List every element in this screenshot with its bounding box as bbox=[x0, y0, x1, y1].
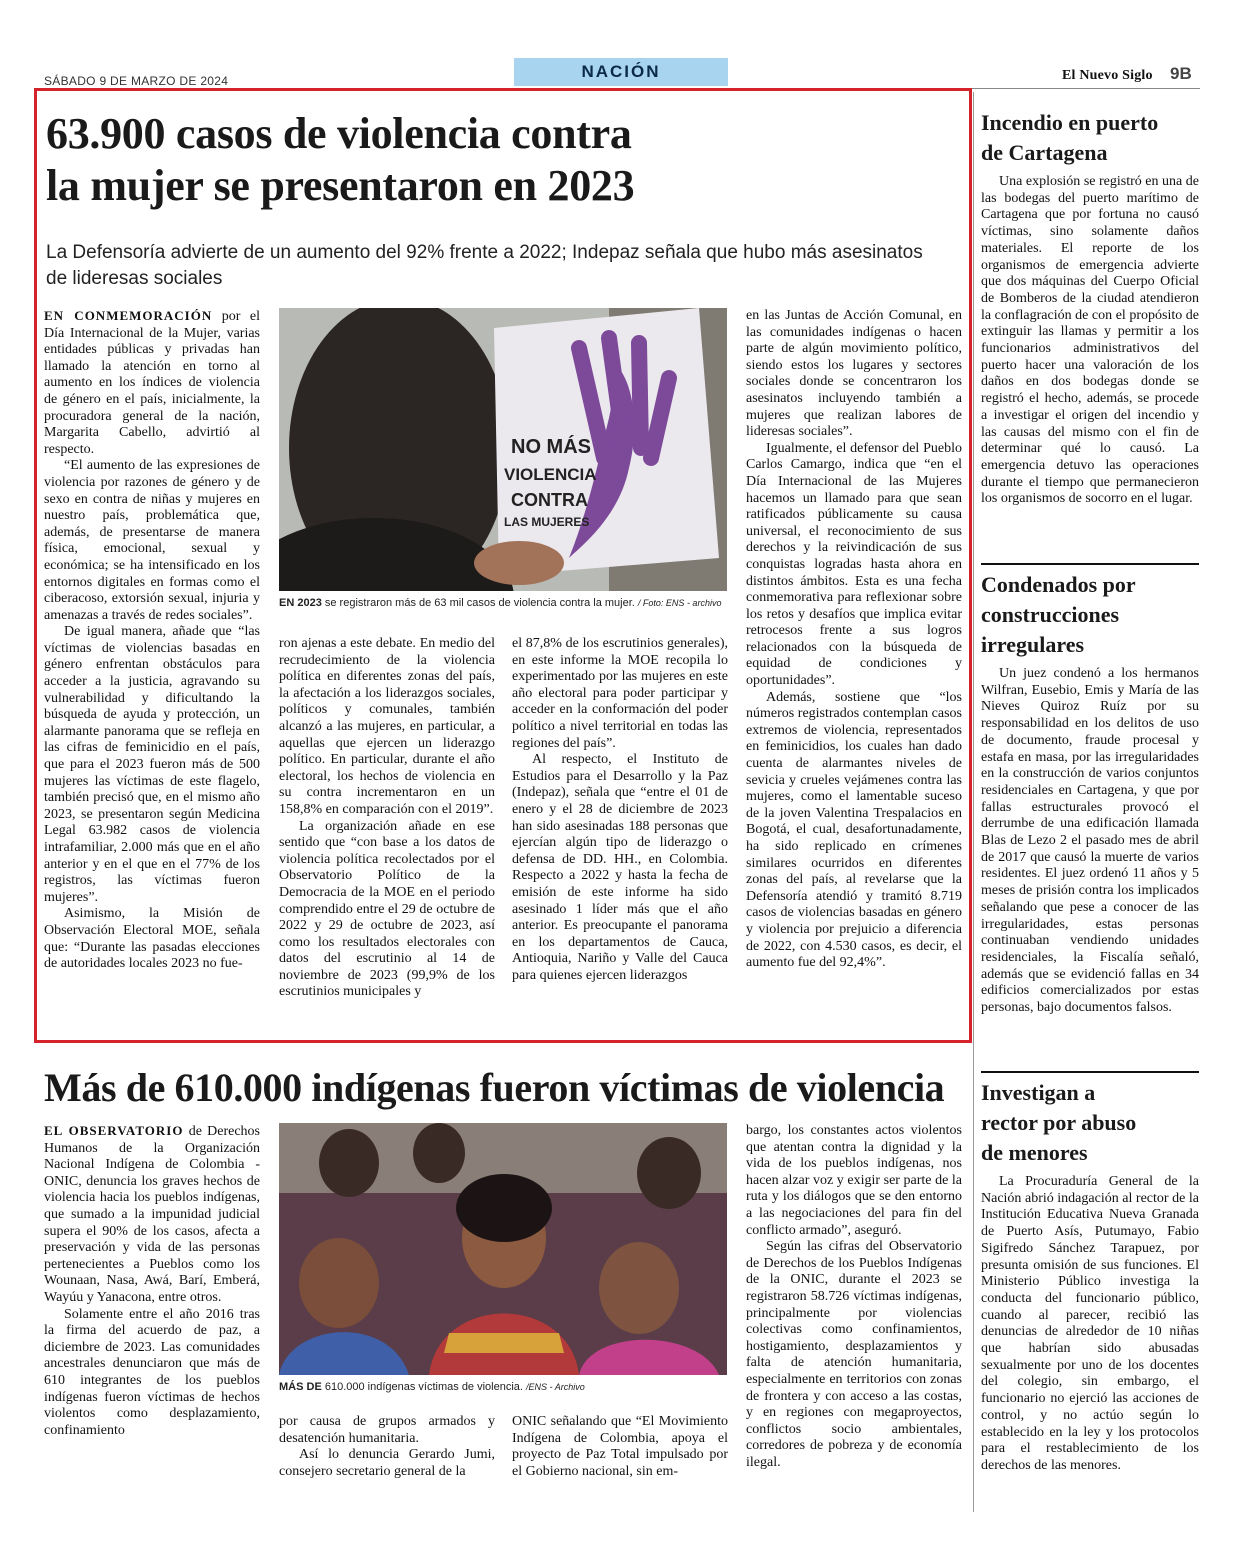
sidebar-story3-title-line2: rector por abuso bbox=[981, 1110, 1137, 1135]
article1-photo bbox=[279, 308, 727, 591]
article1-col4-p3: Además, sostiene que “los números registrados contemplan casos extremos de violencia, representados en feminicidios, los cuales han dado cuenta de alarmantes niveles de sevicia y crueles vejámenes contra las mujeres, como el lamentable suceso de la joven Valentina Trespalacios en Bogotá, el cual, desafortunadamente, ha sido replicado en crímenes similares ocurridos en diferentes zonas del país, al revelarse que la Defensoría atendió y tramitó 8.719 casos de violencias basadas en género y violencia por prejuicio a diferencia de 2022, con 4.530 casos, es decir, el aumento fue del 92,4%”. bbox=[746, 689, 962, 971]
article1-column-4 bbox=[746, 308, 962, 972]
sign-text-line1: NO MÁS bbox=[511, 436, 591, 458]
sidebar-story2-title-line1: Condenados por bbox=[981, 572, 1136, 597]
page-number: 9B bbox=[1170, 64, 1192, 83]
sidebar-story3-title-line3: de menores bbox=[981, 1140, 1088, 1165]
sidebar-story2-title-line3: irregulares bbox=[981, 632, 1085, 657]
article1-caption-text: se registraron más de 63 mil casos de violencia contra la mujer. bbox=[324, 597, 635, 609]
article2-headline: Más de 610.000 indígenas fueron víctimas de violencia bbox=[44, 1065, 945, 1110]
sidebar-rule-2 bbox=[981, 1071, 1199, 1073]
section-label: NACIÓN bbox=[514, 58, 728, 86]
sidebar-story1-title-line1: Incendio en puerto bbox=[981, 110, 1159, 135]
protest-photo-illustration bbox=[279, 308, 727, 591]
article2-col3-p1: ONIC señalando que “El Movimiento Indígena de Colombia, apoya el proyecto de Paz Total impulsado por el Gobierno nacional, sin em- bbox=[512, 1414, 728, 1479]
article2-col1-p1: de Derechos Humanos de la Organización Nacional Indígena de Colombia - ONIC, denuncia los graves hechos de violencia hacia los pueblos indígenas, que sumado a la impunidad judicial supera el 90% de los casos, afecta a preservación y vida de las personas pertenecientes a Pueblos como los Wounaan, Nasa, Awá, Barí, Emberá, Wayúu y Yanacona, entre otros. bbox=[44, 1124, 261, 1305]
sidebar-story3-title-line1: Investigan a bbox=[981, 1080, 1096, 1105]
sign-text-line2: VIOLENCIA bbox=[504, 465, 597, 484]
sidebar-story-fire bbox=[981, 108, 1199, 508]
article1-column-3 bbox=[512, 636, 728, 984]
article2-col4-p2: Según las cifras del Observatorio de Derechos de los Pueblos Indígenas de la ONIC, durante el 2023 se registraron 58.726 víctimas indígenas, principalmente por violencias colectivas como confinamientos, hostigamiento, desplazamientos y falta de atención humanitaria, especialmente en territorios con zonas de frontera y con acceso a las costas, y en regiones con megaproyectos, conflictos socio ambientales, corredores de pobreza y de economía ilegal. bbox=[746, 1239, 962, 1470]
sidebar-story2-body bbox=[981, 666, 1199, 1017]
article1-col2-p2: La organización añade en ese sentido que “con base a los datos de violencia política recolectados por el Observatorio Político de la Democracia de la MOE en el periodo comprendido entre el 29 de octubre de 2022 y 29 de octubre de 2023, así como los resultados electorales con datos del escrutinio al 14 de noviembre de 2023 (99,9% de los escrutinios municipales y bbox=[279, 818, 495, 1000]
article2-col2-p1: por causa de grupos armados y desatención humanitaria. bbox=[279, 1414, 495, 1446]
article2-column-3 bbox=[512, 1414, 728, 1480]
article1-col3-p2: Al respecto, el Instituto de Estudios para el Desarrollo y la Paz (Indepaz), señala que “entre el 01 de enero y el 28 de diciembre de 2023 han sido asesinadas 188 personas que ejercían algún tipo de liderazgo o defensa de DD. HH., en Colombia. Respecto a 2022 y hasta la fecha de emisión de este informe ha sido asesinado 1 líder más que el año anterior. Es preocupante el panorama en los departamentos de Cauca, Antioquia, Nariño y Valle del Cauca para quienes ejercen liderazgos bbox=[512, 752, 728, 983]
article1-photo-credit: / Foto: ENS - archivo bbox=[637, 598, 722, 608]
sidebar-story-construction bbox=[981, 570, 1199, 1017]
article2-col2-p2: Así lo denuncia Gerardo Jumi, consejero secretario general de la bbox=[279, 1447, 495, 1479]
sidebar-story1-body bbox=[981, 174, 1199, 508]
issue-date: SÁBADO 9 DE MARZO DE 2024 bbox=[44, 74, 229, 88]
article1-column-1 bbox=[44, 308, 260, 973]
sidebar-story1-text: Una explosión se registró en una de las bodegas del puerto marítimo de Cartagena que por fortuna no causó víctimas, sino solamente daños materiales. El reporte de los organismos de emergencia advierte que dos máquinas del Cuerpo Oficial de Bomberos de la ciudad atendieron la conflagración de con el propósito de extinguir las llamas y permitir a los funcionarios administrativos del puerto hacer una valoración de los daños en dos bodegas donde se registró el hecho, además, se procede a investigar el origen del incendio y las causas del mismo con el fin de determinar qué lo causó. La emergencia detuvo las operaciones durante el tiempo que permanecieron los organismos de socorro en el lugar. bbox=[981, 174, 1199, 507]
sidebar-divider bbox=[973, 92, 974, 1512]
article1-col1-p1: por el Día Internacional de la Mujer, varias entidades públicas y privadas han llamado la atención en torno al aumento en los índices de violencia de género en el país, inicialmente, la procuradora general de la nación, Margarita Cabello, advirtió al respecto. bbox=[44, 309, 261, 457]
sidebar-rule-1 bbox=[981, 563, 1199, 565]
sign-text-line4: LAS MUJERES bbox=[504, 515, 590, 529]
article2-lead: EL OBSERVATORIO bbox=[44, 1123, 184, 1138]
sidebar-story1-title-line2: de Cartagena bbox=[981, 140, 1108, 165]
article2-photo bbox=[279, 1123, 727, 1375]
article1-headline-line2: la mujer se presentaron en 2023 bbox=[46, 161, 635, 210]
sidebar-story3-text: La Procuraduría General de la Nación abrió indagación al rector de la Institución Educativa Nueva Granada de Puerto Asís, Putumayo, Fabio Sigifredo Sánchez Tarapuez, por presunta omisión de sus funciones. El Ministerio Público investiga la conducta del funcionario público, cuando al parecer, recibió las denuncias de alrededor de 10 niñas que habrían sido abusadas sexualmente por uno de los docentes del colegio, sin embargo, el funcionario no ejerció las acciones de control, y no actúo según lo establecido en la ley y los protocolos para el restablecimiento de los derechos de las menores. bbox=[981, 1174, 1199, 1473]
article1-lead: EN CONMEMORACIÓN bbox=[44, 308, 213, 323]
article2-column-4 bbox=[746, 1123, 962, 1471]
article1-col2-p1: ron ajenas a este debate. En medio del recrudecimiento de la violencia política en diferentes zonas del país, la afectación a los liderazgos sociales, políticos y comunales, también alcanzó a las mujeres, en particular, a aquellas que ejercen un liderazgo político. En particular, durante el año electoral, los hechos de violencia en su contra incrementaron en un 158,8% en comparación con el 2019”. bbox=[279, 636, 495, 817]
article2-column-1 bbox=[44, 1123, 260, 1439]
article1-column-2 bbox=[279, 636, 495, 1001]
article1-caption-lead: EN 2023 bbox=[279, 597, 322, 609]
article1-photo-caption bbox=[279, 596, 727, 610]
article2-caption-lead: MÁS DE bbox=[279, 1381, 322, 1393]
sidebar-story1-title bbox=[981, 108, 1199, 168]
indigenous-crowd-photo-illustration bbox=[279, 1123, 727, 1375]
article1-headline bbox=[46, 108, 946, 212]
article1-headline-line1: 63.900 casos de violencia contra bbox=[46, 109, 632, 158]
article1-col4-p1: en las Juntas de Acción Comunal, en las comunidades indígenas o hacen parte de algún movimiento político, siendo estos los lugares y sectores sociales donde se concentraron los asesinatos incluyendo también a mujeres que realizan labores de lideresas sociales”. bbox=[746, 308, 962, 440]
article2-photo-caption bbox=[279, 1380, 727, 1394]
article2-col4-p1: bargo, los constantes actos violentos que atentan contra la dignidad y la vida de los pueblos indígenas, nos hacen alzar voz y exigir ser parte de la ruta y los diálogos que se den entorno a las negociaciones del para fin del conflicto armado”, aseguró. bbox=[746, 1123, 962, 1238]
sidebar-story-rector bbox=[981, 1078, 1199, 1475]
sidebar-story2-title bbox=[981, 570, 1199, 660]
article1-col1-p4: Asimismo, la Misión de Observación Electoral MOE, señala que: “Durante las pasadas elecciones de autoridades locales 2023 no fue- bbox=[44, 906, 260, 972]
article2-col1-p2: Solamente entre el año 2016 tras la firma del acuerdo de paz, a diciembre de 2023. Las comunidades ancestrales denunciaron que más de 610 integrantes de los pueblos indígenas fueron víctimas de hechos violentos como desplazamiento, confinamiento bbox=[44, 1306, 260, 1438]
article2-photo-credit: /ENS - Archivo bbox=[526, 1382, 585, 1392]
sidebar-story2-text: Un juez condenó a los hermanos Wilfran, Eusebio, Emis y María de las Nieves Quiroz Ruíz por su responsabilidad en los delitos de uso de documento, fraude procesal y estafa en masa, por las irregularidades en la construcción de varios conjuntos residenciales en Cartagena, y que por fallas estructurales provocó el derrumbe de una edificación llamada Blas de Lezo 2 el pasado mes de abril de 2017 que causó la muerte de varios residentes. El juez ordenó 11 años y 5 meses de prisión contra los implicados señalando que pese a conocer de las irregularidades, estas personas continuaban vendiendo unidades residenciales, la Fiscalía señaló, además que se evidenció fallas en 34 edificios comercializados por estas personas, bajo documentos falsos. bbox=[981, 666, 1199, 1016]
sidebar-story2-title-line2: construcciones bbox=[981, 602, 1120, 627]
sidebar-story3-body bbox=[981, 1174, 1199, 1475]
article1-col1-p3: De igual manera, añade que “las víctimas de violencias basadas en género enfrentan obstáculos para acceder a la justicia, agravando su vulnerabilidad y dificultando la búsqueda de ayuda y protección, un alarmante panorama que se refleja en las cifras de feminicidio en el país, que para el 2023 fueron más de 500 mujeres las víctimas de este flagelo, también precisó que, en el mismo año 2023, se presentaron según Medicina Legal 63.982 casos de violencia intrafamiliar, 2.000 más que en el año anterior y en el que en el 77% de los registros, las víctimas fueron mujeres”. bbox=[44, 624, 260, 905]
newspaper-brand: El Nuevo Siglo bbox=[1062, 68, 1153, 83]
article1-col3-p1: el 87,8% de los escrutinios generales), en este informe la MOE recopila lo experimentado por las mujeres en este año electoral para poder participar y acceder en la conformación del poder político a nivel territorial en todas las regiones del país”. bbox=[512, 636, 728, 751]
article2-column-2 bbox=[279, 1414, 495, 1480]
sign-text-line3: CONTRA bbox=[511, 490, 588, 510]
article1-deck: La Defensoría advierte de un aumento del 92% frente a 2022; Indepaz señala que hubo más asesinatos de lideresas sociales bbox=[46, 242, 923, 289]
article2-caption-text: 610.000 indígenas víctimas de violencia. bbox=[324, 1381, 523, 1393]
article1-col1-p2: “El aumento de las expresiones de violencia por razones de género y de sexo en contra de niñas y mujeres en nuestro país, problemática que, además, de presentarse de manera física, emocional, sexual y económica; se ha intensificado en los entornos digitales en formas como el ciberacoso, extorsión sexual, injuria y amenazas a través de redes sociales”. bbox=[44, 458, 260, 623]
sidebar-story3-title bbox=[981, 1078, 1199, 1168]
article1-col4-p2: Igualmente, el defensor del Pueblo Carlos Camargo, indica que “en el Día Internacional de las Mujeres hacemos un llamado para que sean ratificados públicamente su causa universal, el reconocimiento de sus derechos y la reivindicación de sus conquistas logradas hasta ahora en distintos ámbitos. Esta es una fecha conmemorativa para reflexionar sobre los retos y desafíos que implica evitar retrocesos frente a sus logros relacionados con la búsqueda de equidad de condiciones y oportunidades”. bbox=[746, 440, 962, 689]
